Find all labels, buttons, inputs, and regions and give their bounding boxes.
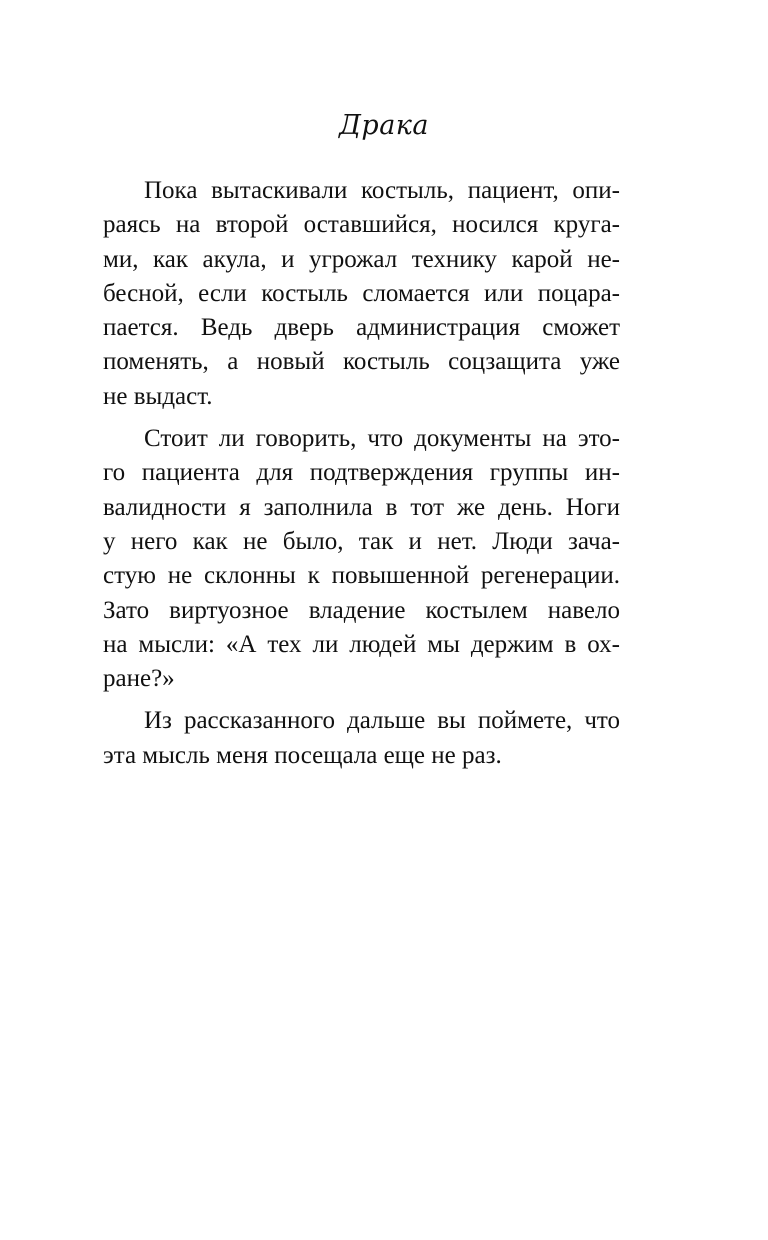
- text-line: поменять, а новый костыль соцзащита уже: [103, 348, 620, 376]
- paragraph-3: [103, 704, 620, 773]
- text-line: го пациента для подтверждения группы ин-: [103, 459, 620, 487]
- paragraph-gap: [103, 414, 620, 422]
- text-line: Из рассказанного дальше вы поймете, что: [144, 707, 620, 735]
- text-line: Зато виртуозное владение костылем навело: [103, 596, 620, 624]
- text-line: Пока вытаскивали костыль, пациент, опи-: [144, 177, 620, 204]
- text-line: эта мысль меня посещала еще не раз.: [103, 741, 502, 769]
- text-line: на мысли: «А тех ли людей мы держим в ох-: [103, 630, 620, 658]
- text-line: не выдаст.: [103, 382, 213, 410]
- paragraph-gap: [103, 696, 620, 704]
- text-line: валидности я заполнила в тот же день. Ноги: [103, 493, 620, 521]
- text-line: у него как не было, так и нет. Люди зача-: [103, 527, 620, 555]
- text-line: ми, как акула, и угрожал технику карой не-: [103, 245, 620, 273]
- text-line: пается. Ведь дверь администрация сможет: [103, 314, 620, 342]
- text-line: бесной, если костыль сломается или поцара-: [103, 279, 620, 307]
- paragraph-1: [103, 174, 620, 414]
- text-line: стую не склонны к повышенной регенерации.: [103, 562, 620, 590]
- text-line: ране?»: [103, 665, 175, 693]
- text-line: раясь на второй оставшийся, носился круга-: [103, 211, 620, 239]
- paragraph-2: [103, 422, 620, 696]
- running-head: Драка: [338, 110, 430, 141]
- body-text: [103, 174, 620, 773]
- text-line: Стоит ли говорить, что документы на это-: [144, 425, 620, 453]
